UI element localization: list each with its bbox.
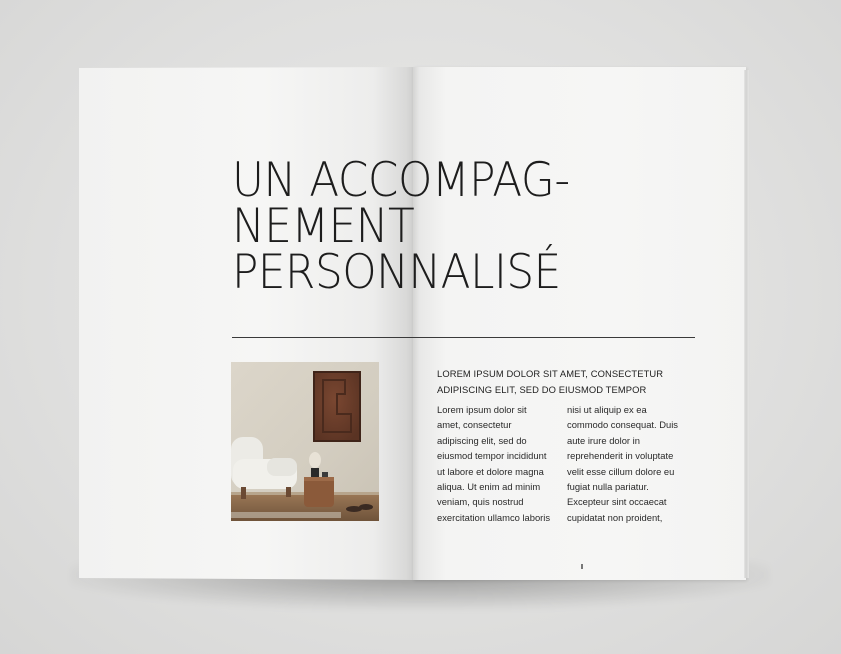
interior-photo-image bbox=[231, 362, 379, 521]
title-line-2: NEMENT bbox=[232, 199, 415, 254]
title-line-1: UN ACCOMPAG- bbox=[232, 153, 570, 208]
page-stack-edge bbox=[744, 70, 749, 578]
body-text-column-1: Lorem ipsum dolor sit amet, consectetur adipiscing elit, sed do eiusmod tempor incididunt ut labore et dolore magna aliqua. Ut enim ad minim veniam, quis nostrud exercitation ullamco laboris bbox=[437, 404, 551, 523]
body-text-column-2: nisi ut aliquip ex ea commodo consequat. Duis aute irure dolor in reprehenderit in voluptate velit esse cillum dolore eu fugiat nulla pariatur. Excepteur sint occaecat cupidatat non proident, bbox=[567, 404, 678, 523]
divider-rule bbox=[232, 337, 695, 338]
page-number-mark bbox=[581, 564, 583, 569]
interior-photo bbox=[231, 362, 379, 521]
page-title bbox=[232, 153, 570, 300]
title-line-3: PERSONNALISÉ bbox=[232, 245, 561, 300]
section-subheading: LOREM IPSUM DOLOR SIT AMET, CONSECTETUR ADIPISCING ELIT, SED DO EIUSMOD TEMPOR bbox=[437, 368, 664, 395]
